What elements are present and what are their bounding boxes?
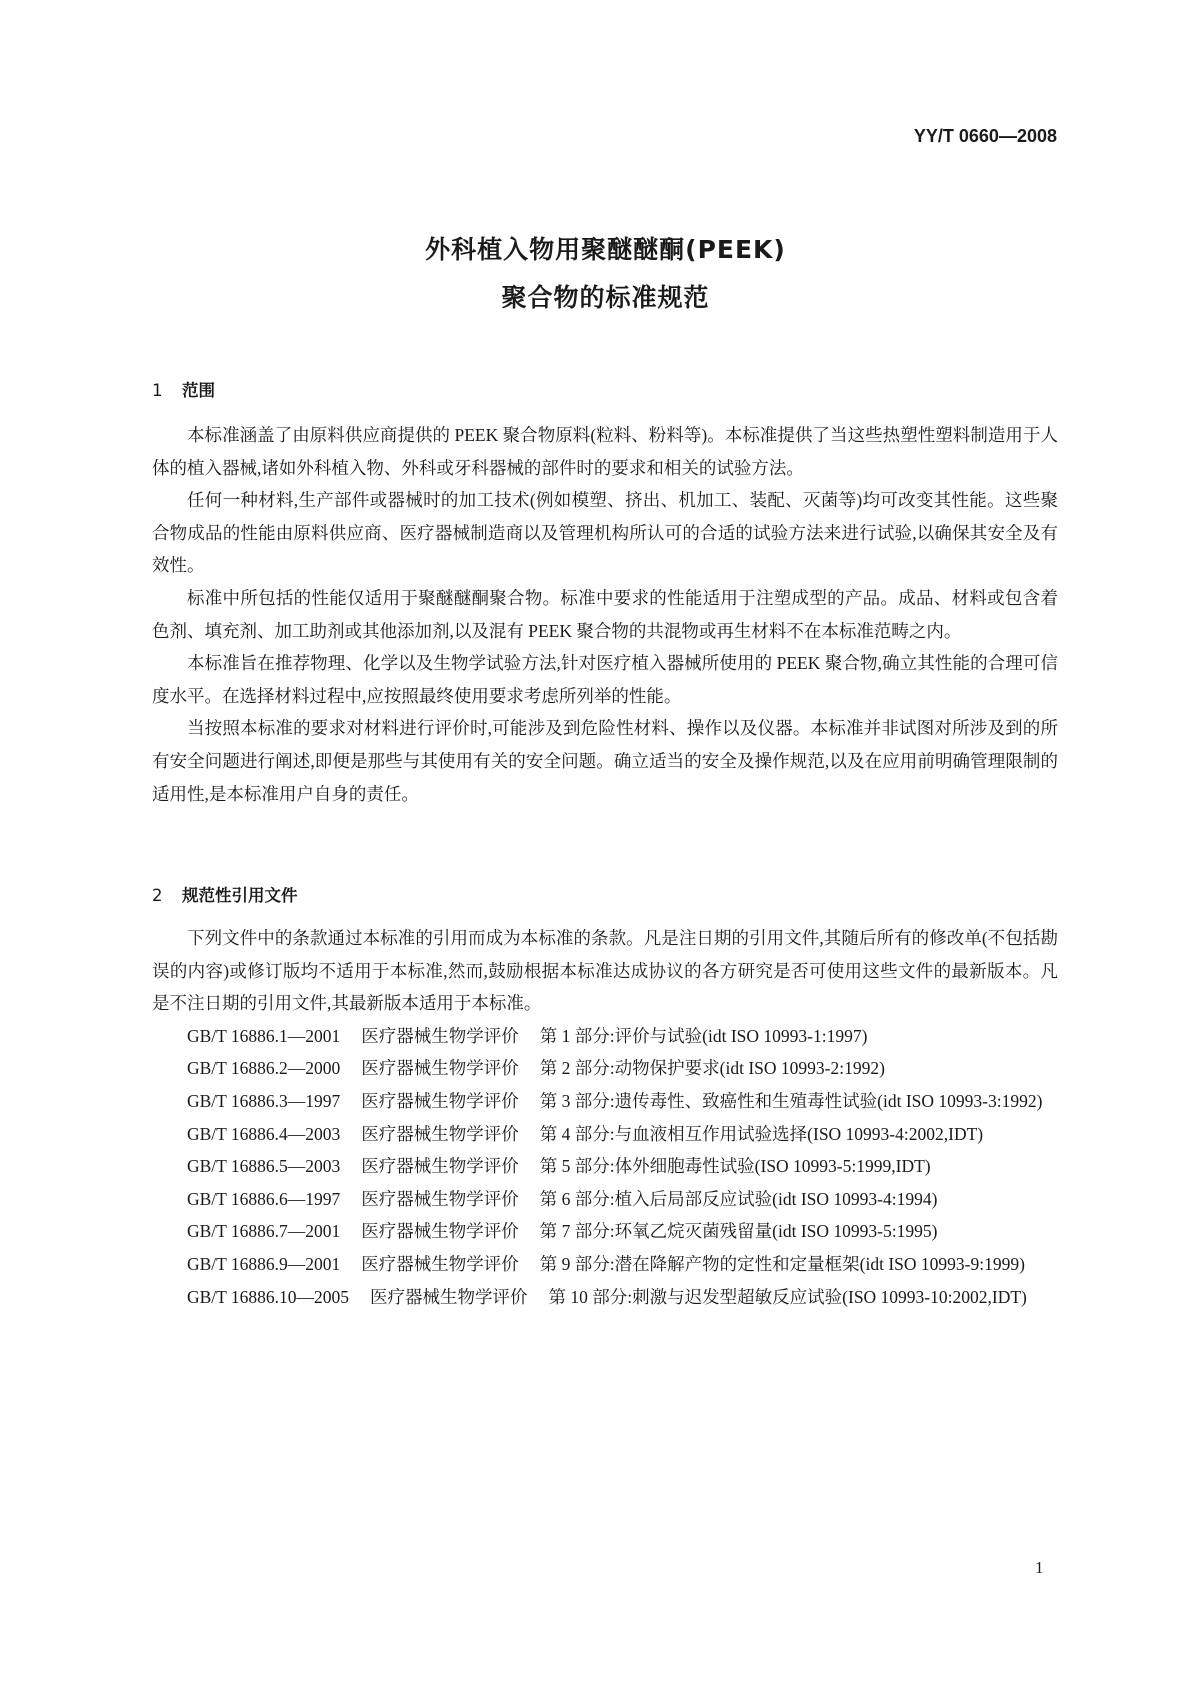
- paragraph: 任何一种材料,生产部件或器械时的加工技术(例如模塑、挤出、机加工、装配、灭菌等)均可改变其性能。这些聚合物成品的性能由原料供应商、医疗器械制造商以及管理机构所认可的合适的试验方法来进行试验,以确保其安全及有效性。: [152, 490, 1058, 576]
- reference-title: 医疗器械生物学评价: [361, 1221, 519, 1242]
- reference-part: 第 5 部分:体外细胞毒性试验(ISO 10993-5:1999,IDT): [539, 1156, 931, 1177]
- reference-item: [152, 1052, 1058, 1085]
- reference-list: [152, 1020, 1058, 1313]
- reference-item: [152, 1183, 1058, 1216]
- reference-title: 医疗器械生物学评价: [361, 1253, 519, 1274]
- section-heading: [152, 880, 1058, 912]
- reference-title: 医疗器械生物学评价: [370, 1286, 528, 1307]
- reference-item: [152, 1248, 1058, 1281]
- reference-code: GB/T 16886.5—2003: [187, 1156, 341, 1177]
- title-line-2: 聚合物的标准规范: [501, 283, 710, 312]
- reference-code: GB/T 16886.3—1997: [187, 1090, 341, 1111]
- reference-code: GB/T 16886.4—2003: [187, 1123, 341, 1144]
- section-number: 1: [152, 381, 163, 400]
- reference-part: 第 3 部分:遗传毒性、致癌性和生殖毒性试验(idt ISO 10993-3:1992): [539, 1090, 1043, 1111]
- reference-part: 第 2 部分:动物保护要求(idt ISO 10993-2:1992): [539, 1058, 885, 1079]
- reference-code: GB/T 16886.7—2001: [187, 1221, 341, 1242]
- reference-code: GB/T 16886.9—2001: [187, 1253, 341, 1274]
- reference-title: 医疗器械生物学评价: [361, 1025, 519, 1046]
- reference-item: [152, 1085, 1058, 1118]
- document-title: [0, 226, 1191, 322]
- reference-title: 医疗器械生物学评价: [361, 1188, 519, 1209]
- reference-item: [152, 1215, 1058, 1248]
- paragraph: 当按照本标准的要求对材料进行评价时,可能涉及到危险性材料、操作以及仪器。本标准并非试图对所涉及到的所有安全问题进行阐述,即便是那些与其使用有关的安全问题。确立适当的安全及操作规范,以及在应用前明确管理限制的适用性,是本标准用户自身的责任。: [152, 718, 1058, 804]
- section-heading: [152, 375, 1058, 407]
- reference-part: 第 9 部分:潜在降解产物的定性和定量框架(idt ISO 10993-9:1999): [539, 1253, 1025, 1274]
- reference-part: 第 6 部分:植入后局部反应试验(idt ISO 10993-4:1994): [539, 1188, 938, 1209]
- paragraph: 本标准旨在推荐物理、化学以及生物学试验方法,针对医疗植入器械所使用的 PEEK 聚合物,确立其性能的合理可信度水平。在选择材料过程中,应按照最终使用要求考虑所列举的性能。: [152, 653, 1058, 706]
- paragraph: 标准中所包括的性能仅适用于聚醚醚酮聚合物。标准中要求的性能适用于注塑成型的产品。成品、材料或包含着色剂、填充剂、加工助剂或其他添加剂,以及混有 PEEK 聚合物的共混物或再生材料不在本标准范畴之内。: [152, 587, 1058, 641]
- reference-item: [152, 1118, 1058, 1151]
- section-scope: [152, 375, 1058, 810]
- reference-code: GB/T 16886.2—2000: [187, 1058, 341, 1079]
- reference-code: GB/T 16886.6—1997: [187, 1188, 341, 1209]
- page-number: 1: [1035, 1558, 1044, 1577]
- section-number: 2: [152, 886, 163, 905]
- reference-item: [152, 1020, 1058, 1053]
- reference-part: 第 7 部分:环氧乙烷灭菌残留量(idt ISO 10993-5:1995): [539, 1221, 938, 1242]
- reference-title: 医疗器械生物学评价: [361, 1058, 519, 1079]
- reference-code: GB/T 16886.1—2001: [187, 1025, 341, 1046]
- reference-title: 医疗器械生物学评价: [361, 1156, 519, 1177]
- reference-part: 第 10 部分:刺激与迟发型超敏反应试验(ISO 10993-10:2002,IDT): [548, 1286, 1027, 1307]
- title-line-1: 外科植入物用聚醚醚酮(PEEK): [425, 235, 786, 264]
- reference-code: GB/T 16886.10—2005: [187, 1286, 350, 1307]
- reference-title: 医疗器械生物学评价: [361, 1090, 519, 1111]
- section-title: 规范性引用文件: [182, 886, 298, 905]
- reference-title: 医疗器械生物学评价: [361, 1123, 519, 1144]
- section-title: 范围: [182, 381, 215, 400]
- paragraph: 本标准涵盖了由原料供应商提供的 PEEK 聚合物原料(粒料、粉料等)。本标准提供了当这些热塑性塑料制造用于人体的植入器械,诸如外科植入物、外科或牙科器械的部件时的要求和相关的试验方法。: [152, 425, 1058, 478]
- reference-item: [152, 1281, 1058, 1314]
- paragraph: 下列文件中的条款通过本标准的引用而成为本标准的条款。凡是注日期的引用文件,其随后所有的修改单(不包括勘误的内容)或修订版均不适用于本标准,然而,鼓励根据本标准达成协议的各方研究是否可使用这些文件的最新版本。凡是不注日期的引用文件,其最新版本适用于本标准。: [152, 928, 1058, 1014]
- reference-part: 第 1 部分:评价与试验(idt ISO 10993-1:1997): [539, 1025, 868, 1046]
- reference-item: [152, 1150, 1058, 1183]
- standard-code: YY/T 0660—2008: [913, 126, 1057, 146]
- section-normative-references: [152, 880, 1058, 1313]
- reference-part: 第 4 部分:与血液相互作用试验选择(ISO 10993-4:2002,IDT): [539, 1123, 984, 1144]
